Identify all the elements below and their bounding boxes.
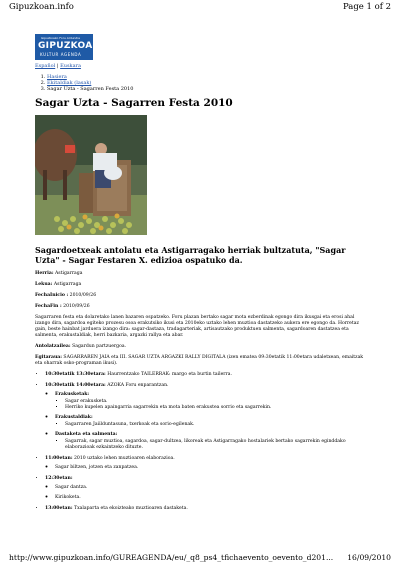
organizer-value: Sagardun partzuergoa. [70,344,127,349]
schedule-item [45,506,365,512]
schedule-intro-value: SAGARRAREN JAIA eta III. SAGAR UZTA ARGAZKI RALLY DIGITALA (izen ematea 09:30etatik 11:00etara udaletxean, emaitzak eta oharrak osko-programan ikusi). [35,355,364,366]
print-footer [0,552,400,566]
schedule-subitem [55,415,365,428]
breadcrumb-link-events[interactable]: Ekitaldiak (lasak) [47,80,92,86]
logo-top-text: Gipuzkoako Foru Aldundia [41,36,80,40]
event-fields [35,271,365,310]
subitem-details [55,439,365,451]
field-town [35,271,365,277]
schedule-text: AZOKA Foru enparantzan. [105,383,169,388]
subitem-details [55,399,365,411]
field-place-label: Lekua: [35,282,53,287]
breadcrumb-link-home[interactable]: Hasiera [47,74,67,80]
print-header-page: Page 1 of 2 [342,2,391,12]
event-subtitle: Sagardoetxeak antolatu eta Astigarragako herriak bultzatuta, "Sagar Uzta" - Sagar Festaren X. edizioa ospatuko da. [35,245,346,265]
print-footer-url: http://www.gipuzkoan.info/GUREAGENDA/eu/_q8_ps4_tfichaevento_oevento_d201... [9,553,334,562]
schedule-item [45,383,365,451]
event-description: Sagarraren festa eta dolaretako lanen bazaren ospatzeko. Foru plazan bertako sagar mota ezberdinak egongo dira ikusgai eta erosi ahal izango dira, sagardoa egiteko prozesu osoa erakutsiko ikusi eta 2010eko uztako lehen muztioa dastatzeko aukera ere egongo da. Horretaz gain, beste hainbat jarduera izango dira: sagar-dastaza, tradagarteriak, artisautzako produktuen salmenta, sagardoaren dastatzea eta salmenta, erakustaldiak, herri bazkaria, argazki rallya eta abar. [35,315,359,338]
schedule-intro [35,355,365,367]
detail-item: ▪ Herriko kupelen apaingarria sagarrekin eta mota baten erakustea sorrio eta sagarrekin. [65,405,365,411]
logo-main-text: GIPUZKOA [38,41,93,51]
schedule-time: 11:00etan: [45,456,73,461]
field-town-value: Astigarraga [53,271,83,276]
field-start-date-value: 2010/09/26 [68,293,97,298]
schedule-subitem: ◦ Sagar biltzen, jotzen eta zanpatzea. [55,465,365,471]
field-end-date-label: FechaFin : [35,304,62,309]
subitem-label: Dastaketa eta salmenta: [55,432,118,437]
field-place [35,282,365,288]
language-selector [35,63,365,69]
detail-item: ▪ Sagarrak, sagar muztioa, sagardoa, sagar-dultzea, likoreak eta Astigarragako hostalariek bertako sagarrekin eginddako elaborazioak ezkaintzeko dituzte. [65,439,365,451]
schedule-time: 13:00etan: [45,506,73,511]
schedule-time: 10:30etatik 14:00etara: [45,383,106,388]
field-start-date-label: FechaInicio : [35,293,69,298]
schedule-item [45,456,365,471]
schedule-text: Txalaparta eta ekoizteako muztioaren dastaketa. [72,506,188,511]
subitem-label: Erakusketak: [55,392,90,397]
breadcrumb [35,74,365,92]
language-separator: | [55,63,61,69]
schedule-sublist [45,485,365,501]
schedule-text: Haurrentzako TAILERRAK: margo eta burtin tailerra. [105,372,232,377]
schedule-subitem [55,392,365,411]
field-start-date [35,293,365,299]
schedule-subitem: ◦ Kirikoketa. [55,495,365,501]
schedule-sublist [45,465,365,471]
gipuzkoa-kultur-agenda-logo[interactable] [35,34,93,60]
event-organizer [35,344,365,350]
language-link-eu[interactable]: Euskara [60,63,81,69]
schedule-subitem [55,432,365,451]
breadcrumb-item-current: 3. Sagar Uzta - Sagarren Festa 2010 [47,86,365,92]
schedule-subitem: ◦ Sagar dantza. [55,485,365,491]
event-photo-image [35,115,147,235]
event-photo [35,115,147,235]
organizer-label: Antolatzailea: [35,344,71,349]
field-end-date [35,304,365,310]
detail-item: ▪ Sagarraren Jaiilduntasuna, txerkoak eta sorio-egilenak. [65,422,365,428]
schedule-list [35,372,365,512]
subitem-details [55,422,365,428]
print-header-site: Gipuzkoan.info [9,2,74,12]
logo-sub-text: KULTUR AGENDA [40,52,82,57]
print-header [0,0,400,14]
page-content [35,34,365,517]
detail-item: ▪ Sagar erakusketa. [65,399,365,405]
schedule-item [45,372,365,378]
schedule-intro-label: Egitaraua: [35,355,62,360]
field-town-label: Herria: [35,271,54,276]
schedule-time: 10:30etatik 13:30etara: [45,372,106,377]
field-place-value: Astigarraga [52,282,82,287]
language-link-es[interactable]: Español [35,63,56,69]
field-end-date-value: 2010/09/26 [61,304,90,309]
print-footer-date: 16/09/2010 [347,553,391,562]
schedule-sublist [45,392,365,451]
schedule-item [45,476,365,501]
schedule-text: 2010 uztako lehen muztioaren elaborazioa. [72,456,175,461]
page-title: Sagar Uzta - Sagarren Festa 2010 [35,97,233,109]
subitem-label: Erakustaldiak: [55,415,93,420]
schedule-time: 12:30etan: [45,476,73,481]
